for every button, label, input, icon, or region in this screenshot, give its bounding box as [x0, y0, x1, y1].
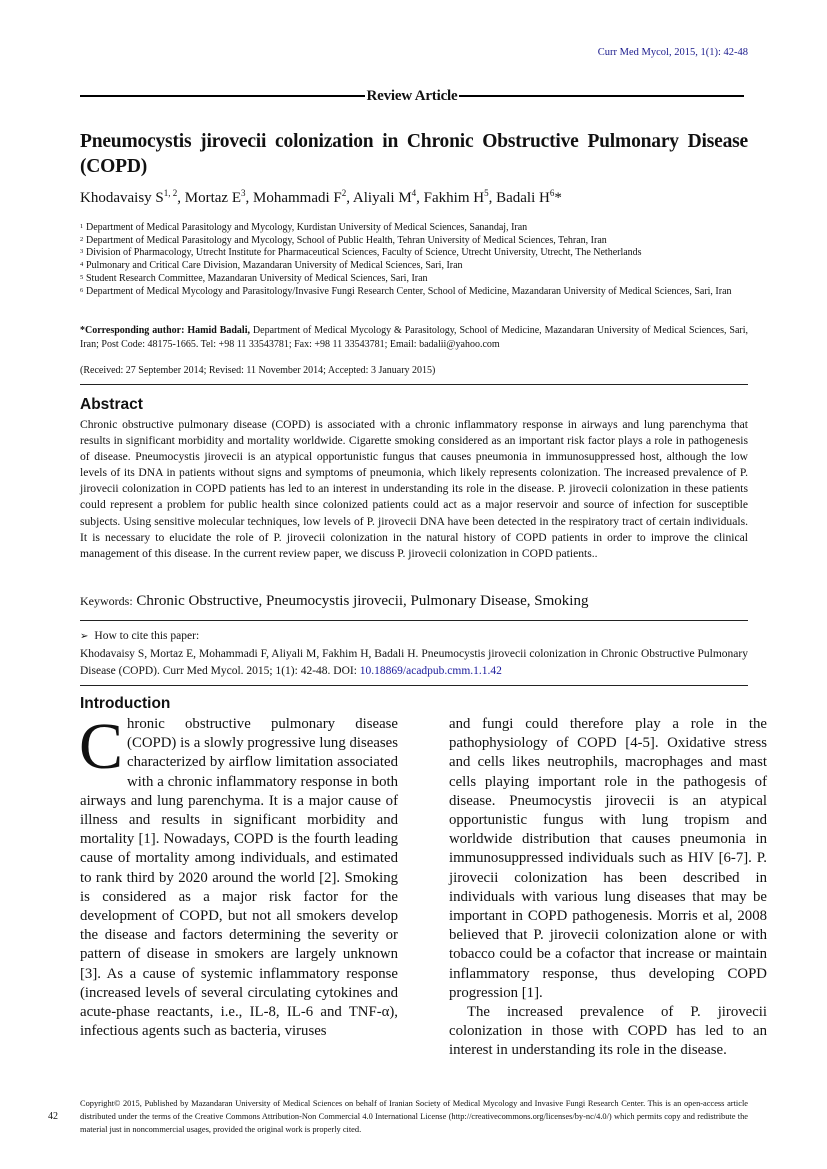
- separator: ,: [488, 190, 497, 206]
- intro-paragraph: hronic obstructive pulmonary disease (COPD) is a slowly progressive lung diseases characterized by airflow limitation associated with a chronic inflammatory response in both airways and lung parenchyma. It is a major cause of illness and results in significant morbidity and mortality [1]. Nowadays, COPD is the fourth leading cause of mortality among individuals, and estimated to rank third by 2020 around the world [2]. Smoking is considered as a major risk factor for the development of COPD, but not all smokers develop the disease and factors determining the severity or pattern of disease in smokers are largely unknown [3]. As a cause of systemic inflammatory response (increased levels of several circulating cytokines and acute-phase reactants, i.e., IL-8, IL-6 and TNF-α), infectious agents such as bacteria, viruses: [80, 716, 398, 1040]
- affiliation: [80, 273, 748, 286]
- section-banner: [80, 86, 744, 106]
- citation-heading: [80, 630, 199, 642]
- affiliation-text: Department of Medical Parasitology and Mycology, Kurdistan University of Medical Sciences, Sanandaj, Iran: [86, 222, 528, 233]
- author-name: Fakhim H: [423, 190, 485, 206]
- intro-column-left: [79, 710, 398, 1041]
- author-affil-ref: 5: [484, 188, 489, 198]
- affiliation-text: Division of Pharmacology, Utrecht Institute for Pharmaceutical Sciences, Faculty of Science, Utrecht University, Utrecht, The Netherlands: [86, 247, 642, 259]
- intro-paragraph: and fungi could therefore play a role in the pathophysiology of COPD [4-5]. Oxidative stress and cells likes neutrophils, macrophages and mast cells playing important role in the pathogesis of disease. Pneumocystis jirovecii is an atypical opportunistic fungus with lung tropism and worldwide distribution that causes pneumonia in immunosuppressed individuals such as HIV [6-7]. P. jirovecii colonization has been described in individuals with various lung diseases that may be important in COPD pathogenesis. Morris et al, 2008 believed that P. jirovecii colonization alone or with tobacco could be a cofactor that increase or maintain inflammatory response, thus developing COPD progression [1].: [449, 716, 767, 1001]
- doi-link[interactable]: 10.18869/acadpub.cmm.1.1.42: [359, 664, 502, 677]
- author-name: Mohammadi F: [252, 190, 342, 206]
- keywords-list: Chronic Obstructive, Pneumocystis jirovecii, Pulmonary Disease, Smoking: [136, 593, 589, 609]
- author: [80, 190, 185, 206]
- author: [496, 190, 562, 206]
- affiliation-number: 5: [80, 273, 84, 281]
- corresponding-details: Department of Medical Mycology & Parasitology, School of Medicine, Mazandaran University of Medical Sciences, Sari, Iran; Post Code: 48175-1665. Tel: +98 11 33543781; Fax: +98 11 33543781; Email: badalii@yahoo.com: [80, 325, 749, 350]
- separator: ,: [245, 190, 253, 206]
- author-name: Khodavaisy S: [80, 190, 164, 206]
- banner-rule-right: [459, 95, 744, 97]
- author-name: Mortaz E: [184, 190, 241, 206]
- citation-reference: Khodavaisy S, Mortaz E, Mohammadi F, Aliyali M, Fakhim H, Badali H. Pneumocystis jirovecii colonization in Chronic Obstructive Pulmonary Disease (COPD). Curr Med Mycol. 2015; 1(1): 42-48. DOI:: [80, 648, 748, 677]
- author-name: Badali H: [496, 190, 550, 206]
- author-affil-ref: 1, 2: [163, 188, 178, 198]
- corresponding-label: *Corresponding author: Hamid Badali,: [80, 325, 250, 336]
- abstract-heading: Abstract: [80, 396, 143, 413]
- banner-rule-left: [80, 95, 365, 97]
- corresponding-mark: *: [554, 190, 562, 206]
- affiliation: [80, 247, 748, 260]
- author: [185, 190, 253, 206]
- author: [353, 190, 424, 206]
- citation-heading-text: How to cite this paper:: [94, 630, 200, 642]
- separator: ,: [346, 190, 353, 206]
- corresponding-author: [80, 324, 748, 351]
- separator: ,: [177, 190, 185, 206]
- affiliation-number: 6: [80, 286, 84, 294]
- divider: [80, 384, 748, 385]
- affiliation: [80, 286, 748, 299]
- divider: [80, 620, 748, 621]
- affiliation-number: 3: [80, 248, 84, 256]
- affiliation-list: [80, 222, 748, 298]
- page-number: 42: [48, 1111, 58, 1122]
- author-list: [80, 190, 748, 207]
- author: [253, 190, 353, 206]
- keywords: [80, 593, 748, 610]
- affiliation-text: Pulmonary and Critical Care Division, Mazandaran University of Medical Sciences, Sari, Iran: [86, 260, 463, 272]
- author: [424, 190, 496, 206]
- affiliation-text: Department of Medical Mycology and Parasitology/Invasive Fungi Research Center, School of Medicine, Mazandaran University of Medical Sciences, Sari, Iran: [86, 285, 732, 297]
- running-head: Curr Med Mycol, 2015, 1(1): 42-48: [597, 47, 748, 58]
- intro-column-right: [449, 715, 767, 1061]
- author-affil-ref: 6: [549, 188, 555, 198]
- author-affil-ref: 2: [341, 188, 347, 198]
- received-dates: (Received: 27 September 2014; Revised: 11 November 2014; Accepted: 3 January 2015): [80, 365, 436, 376]
- drop-cap: C: [79, 710, 124, 783]
- citation-text: [80, 646, 748, 679]
- arrow-bullet-icon: ➢: [80, 631, 89, 642]
- article-title: Pneumocystis jirovecii colonization in Chronic Obstructive Pulmonary Disease (COPD): [80, 131, 748, 177]
- affiliation-text: Department of Medical Parasitology and Mycology, School of Public Health, Tehran University of Medical Sciences, Tehran, Iran: [86, 234, 607, 246]
- author-affil-ref: 4: [411, 188, 417, 198]
- affiliation: [80, 235, 748, 248]
- divider: [80, 685, 748, 686]
- affiliation: [80, 222, 748, 235]
- keywords-label: Keywords:: [80, 594, 133, 608]
- author-name: Aliyali M: [352, 190, 412, 206]
- affiliation-text: Student Research Committee, Mazandaran University of Medical Sciences, Sari, Iran: [86, 272, 428, 284]
- article-type-label: Review Article: [366, 87, 458, 104]
- affiliation-number: 2: [80, 235, 84, 243]
- intro-paragraph: The increased prevalence of P. jirovecii colonization in those with COPD has led to an interest in understanding its role in the disease.: [449, 1004, 767, 1059]
- introduction-heading: Introduction: [80, 695, 171, 712]
- affiliation-number: 4: [80, 261, 84, 269]
- copyright-notice: Copyright© 2015, Published by Mazandaran University of Medical Sciences on behalf of Iranian Society of Medical Mycology and Invasive Fungi Research Center. This is an open-access article distributed under the terms of the Creative Commons Attribution-Non Commercial 4.0 International License (http://creativecommons.org/licenses/by-nc/4.0/) which permits copy and redistribute the material just in noncommercial usages, provided the original work is properly cited.: [80, 1099, 748, 1134]
- separator: ,: [416, 190, 424, 206]
- affiliation: [80, 260, 748, 273]
- affiliation-number: 1: [80, 223, 84, 230]
- abstract-body: Chronic obstructive pulmonary disease (COPD) is associated with a chronic inflammatory response in airways and lung parenchyma that results in significant morbidity and mortality worldwide. Cigarette smoking considered as an important risk factor plays a role in pathogenesis of disease. Pneumocystis jirovecii is an atypical opportunistic fungus that causes pneumonia in immunosuppressed host, although the low levels of its DNA in patients without signs and symptoms of pneumonia, which likely represents colonization. The increased prevalence of P. jirovecii colonization in COPD patients has led to an interest in understanding its role in the disease. P. jirovecii colonization in these patients could represent a problem for public health since colonized patients could act as a major reservoir and source of infection for susceptible subjects. Using sensitive molecular techniques, low levels of P. jirovecii DNA have been detected in the respiratory tract of certain individuals. It is necessary to elucidate the role of P. jirovecii colonization in the natural history of COPD patients in order to improve the clinical management of this disease. In the current review paper, we discuss P. jirovecii colonization in COPD patients..: [80, 418, 748, 560]
- author-affil-ref: 3: [240, 188, 246, 198]
